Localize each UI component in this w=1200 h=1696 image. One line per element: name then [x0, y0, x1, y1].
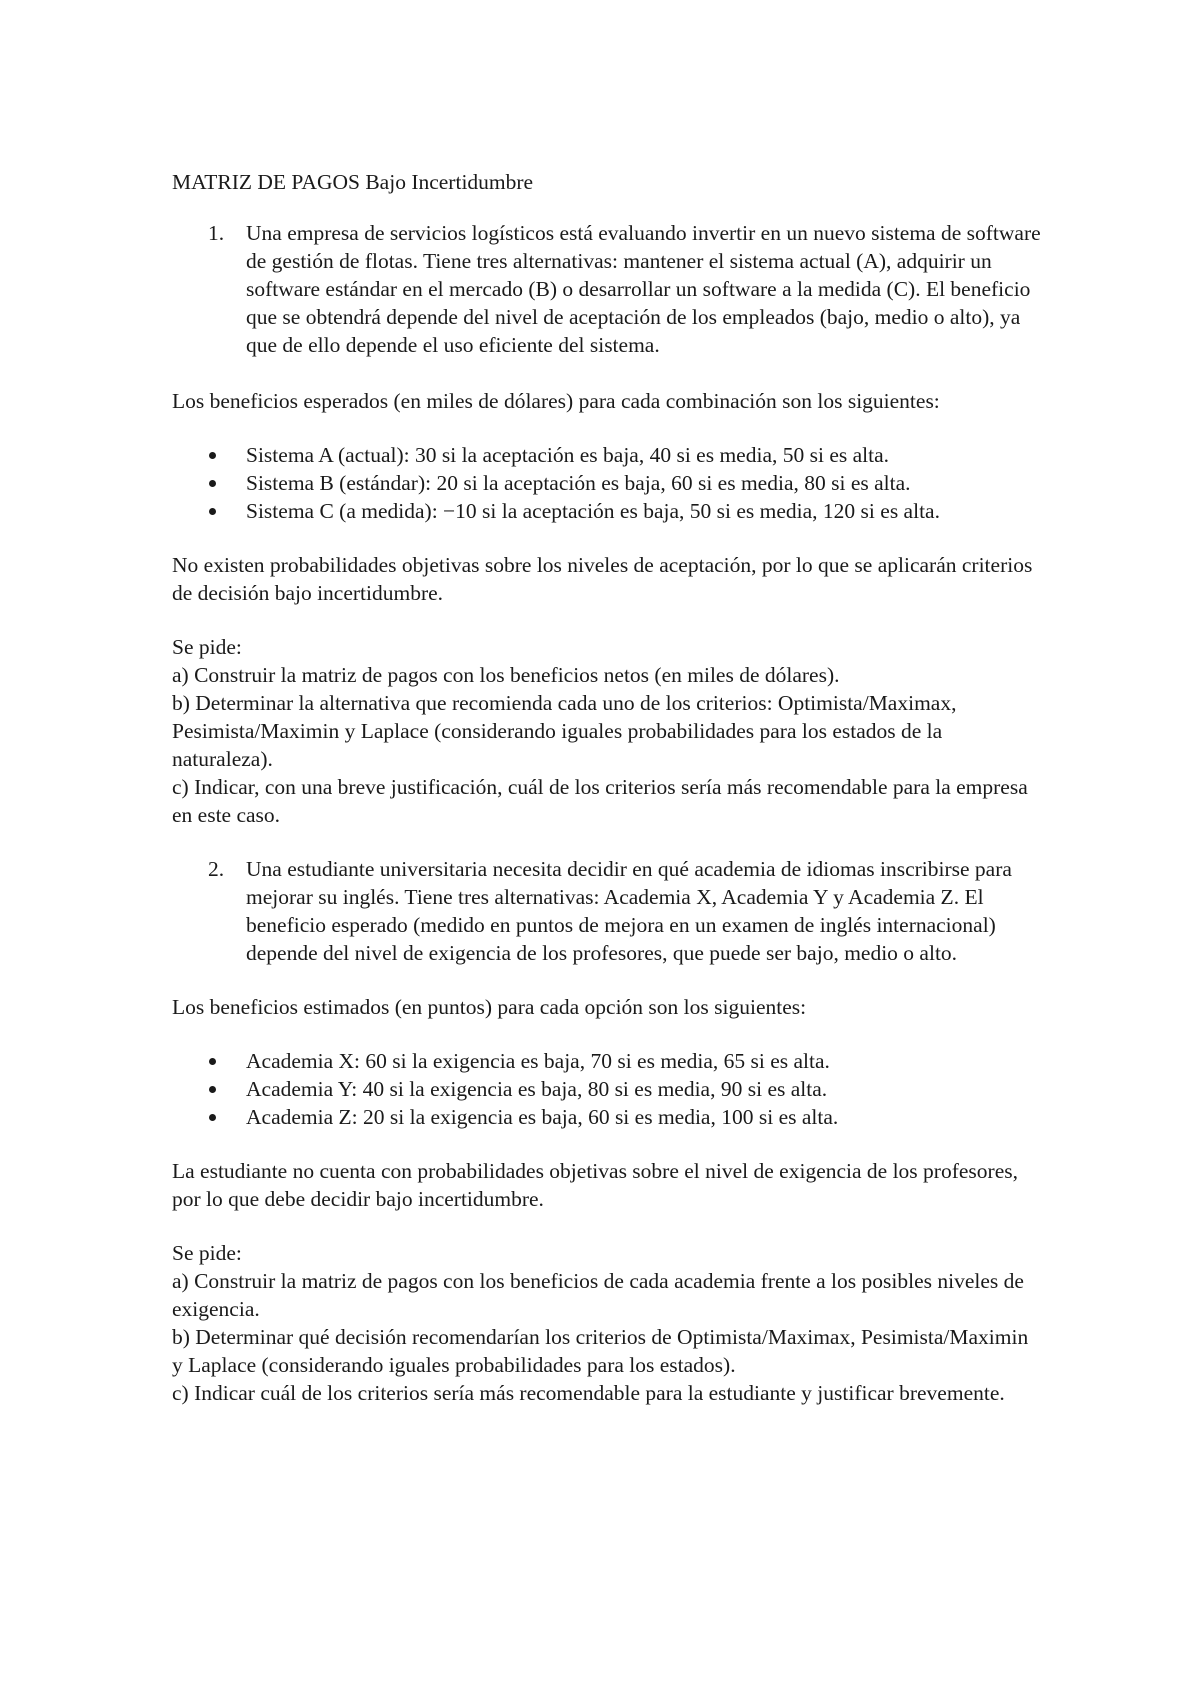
- problem-2-number: 2.: [208, 857, 225, 881]
- problem-1-text: Una empresa de servicios logísticos está evaluando invertir en un nuevo sistema de software de gestión de flotas. Tiene tres alternativas: mantener el sistema actual (A), adquirir un software estándar en el mercado (B) o desarrollar un software a la medida (C). El beneficio que se obtendrá depende del nivel de aceptación de los empleados (bajo, medio o alto), ya que de ello depende el uso eficiente del sistema.: [246, 221, 1041, 357]
- list-item: Academia Y: 40 si la exigencia es baja, 80 si es media, 90 si es alta.: [172, 1075, 1042, 1103]
- problem-2-text: Una estudiante universitaria necesita decidir en qué academia de idiomas inscribirse para mejorar su inglés. Tiene tres alternativas: Academia X, Academia Y y Academia Z. El beneficio esperado (medido en puntos de mejora en un examen de inglés internacional) depende del nivel de exigencia de los profesores, que puede ser bajo, medio o alto.: [246, 857, 1012, 965]
- problem-2-statement: [172, 855, 1042, 967]
- problem-1-intro: Los beneficios esperados (en miles de dólares) para cada combinación son los siguientes:: [172, 389, 940, 413]
- list-item: Academia Z: 20 si la exigencia es baja, 60 si es media, 100 si es alta.: [172, 1103, 1042, 1131]
- problem-1-note: No existen probabilidades objetivas sobre los niveles de aceptación, por lo que se aplicarán criterios de decisión bajo incertidumbre.: [172, 553, 1033, 605]
- problem-1-se-pide: Se pide:: [172, 635, 242, 659]
- bullet-icon: [209, 452, 216, 459]
- list-item: Sistema B (estándar): 20 si la aceptación es baja, 60 si es media, 80 si es alta.: [172, 469, 1042, 497]
- bullet-icon: [209, 480, 216, 487]
- bullet-icon: [209, 508, 216, 515]
- problem-2-task-b: b) Determinar qué decisión recomendarían los criterios de Optimista/Maximax, Pesimista/Maximin y Laplace (considerando iguales probabilidades para los estados).: [172, 1325, 1029, 1377]
- problem-2-intro: Los beneficios estimados (en puntos) para cada opción son los siguientes:: [172, 995, 807, 1019]
- problem-1-task-b: b) Determinar la alternativa que recomienda cada uno de los criterios: Optimista/Maximax, Pesimista/Maximin y Laplace (considerando iguales probabilidades para los estados de la naturaleza).: [172, 691, 957, 771]
- bullet-icon: [209, 1086, 216, 1093]
- problem-2-note: La estudiante no cuenta con probabilidades objetivas sobre el nivel de exigencia de los profesores, por lo que debe decidir bajo incertidumbre.: [172, 1159, 1018, 1211]
- problem-2-bullet-list: [172, 1047, 1042, 1131]
- problem-1-statement: [172, 219, 1042, 359]
- list-item: Academia X: 60 si la exigencia es baja, 70 si es media, 65 si es alta.: [172, 1047, 1042, 1075]
- list-item: Sistema A (actual): 30 si la aceptación es baja, 40 si es media, 50 si es alta.: [172, 441, 1042, 469]
- problem-2-se-pide: Se pide:: [172, 1241, 242, 1265]
- document-title: MATRIZ DE PAGOS Bajo Incertidumbre: [172, 170, 534, 194]
- problem-1-task-a: a) Construir la matriz de pagos con los beneficios netos (en miles de dólares).: [172, 663, 840, 687]
- problem-1-task-c: c) Indicar, con una breve justificación, cuál de los criterios sería más recomendable para la empresa en este caso.: [172, 775, 1028, 827]
- bullet-icon: [209, 1058, 216, 1065]
- problem-2-task-c: c) Indicar cuál de los criterios sería más recomendable para la estudiante y justificar brevemente.: [172, 1381, 1005, 1405]
- problem-1-number: 1.: [208, 221, 225, 245]
- bullet-icon: [209, 1114, 216, 1121]
- problem-2-task-a: a) Construir la matriz de pagos con los beneficios de cada academia frente a los posibles niveles de exigencia.: [172, 1269, 1024, 1321]
- problem-1-bullet-list: [172, 441, 1042, 525]
- list-item: Sistema C (a medida): −10 si la aceptación es baja, 50 si es media, 120 si es alta.: [172, 497, 1042, 525]
- document-page: [172, 168, 1042, 1407]
